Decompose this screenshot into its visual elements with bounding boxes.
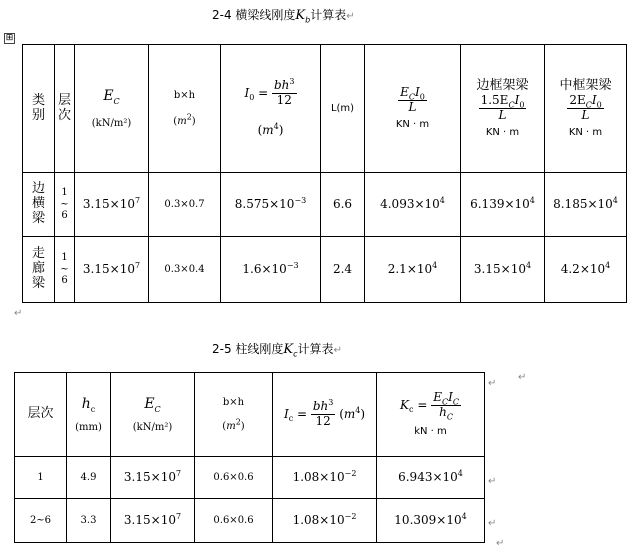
row-side-frame: $6.139\times 10^4$	[461, 173, 545, 237]
row-floor: 1	[15, 457, 67, 499]
table1-caption: 2-4 横梁线刚度$K_b$计算表↵	[212, 8, 355, 25]
row-end-mark: ↵	[488, 476, 497, 487]
header-side-frame: 边框架梁 $\frac{1.5E_CI_0}{L}$ KN · m	[461, 45, 545, 173]
row-ic: $1.08\times 10^{-2}$	[273, 499, 377, 543]
header-i0: $I_0$ = $\frac{bh^3}{12}$ $(m^4)$	[221, 45, 321, 173]
row-floor: 2~6	[15, 499, 67, 543]
beam-stiffness-table	[22, 44, 627, 303]
table-row	[15, 499, 485, 543]
row-ei: $2.1\times 10^4$	[365, 237, 461, 303]
table2-header-row	[15, 373, 485, 457]
row-hc: 4.9	[67, 457, 111, 499]
table-move-handle-icon[interactable]: ⊞	[5, 33, 14, 43]
header-length: L(m)	[321, 45, 365, 173]
row-bxh: 0.6×0.6	[195, 457, 273, 499]
paragraph-mark: ↵	[518, 372, 527, 383]
row-length: 6.6	[321, 173, 365, 237]
row-bxh: 0.3×0.4	[149, 237, 221, 303]
row-kc: $10.309\times 10^4$	[377, 499, 485, 543]
header-category: 类 别	[23, 45, 55, 173]
header-floor: 层次	[15, 373, 67, 457]
row-mid-frame: $4.2\times 10^4$	[545, 237, 627, 303]
row-kc: $6.943\times 10^4$	[377, 457, 485, 499]
table1-header-row	[23, 45, 627, 173]
row-category: 边 横 梁	[23, 173, 55, 237]
row-ec: $3.15\times 10^7$	[111, 499, 195, 543]
column-stiffness-table	[14, 372, 485, 543]
table-row	[23, 237, 627, 303]
row-hc: 3.3	[67, 499, 111, 543]
row-end-mark: ↵	[488, 518, 497, 529]
header-hc: $h_c$ (mm)	[67, 373, 111, 457]
row-end-mark: ↵	[488, 378, 497, 389]
row-ec: $3.15\times 10^7$	[75, 173, 149, 237]
row-i0: $1.6\times 10^{-3}$	[221, 237, 321, 303]
row-length: 2.4	[321, 237, 365, 303]
header-bxh: b×h $(m^2)$	[149, 45, 221, 173]
row-bxh: 0.3×0.7	[149, 173, 221, 237]
header-ei: $\frac{E_CI_0}{L}$ KN · m	[365, 45, 461, 173]
row-ec: $3.15\times 10^7$	[75, 237, 149, 303]
header-ic: $I_c$ = $\frac{bh^3}{12}$ $(m^4)$	[273, 373, 377, 457]
table-row	[15, 457, 485, 499]
paragraph-mark: ↵	[14, 308, 23, 319]
row-ec: $3.15\times 10^7$	[111, 457, 195, 499]
header-floor: 层 次	[55, 45, 75, 173]
row-bxh: 0.6×0.6	[195, 499, 273, 543]
row-floor: 1 ~ 6	[55, 173, 75, 237]
header-kc: $K_c$ = $\frac{E_CI_C}{h_C}$ kN · m	[377, 373, 485, 457]
header-mid-frame: 中框架梁 $\frac{2E_CI_0}{L}$ KN · m	[545, 45, 627, 173]
row-ei: $4.093\times 10^4$	[365, 173, 461, 237]
paragraph-mark: ↵	[496, 538, 505, 549]
header-bxh: b×h $(m^2)$	[195, 373, 273, 457]
row-category: 走 廊 梁	[23, 237, 55, 303]
row-floor: 1 ~ 6	[55, 237, 75, 303]
row-ic: $1.08\times 10^{-2}$	[273, 457, 377, 499]
header-ec: $E_C$ (kN/m²)	[75, 45, 149, 173]
row-side-frame: $3.15\times 10^4$	[461, 237, 545, 303]
header-ec: $E_C$ (kN/m²)	[111, 373, 195, 457]
row-i0: $8.575\times 10^{-3}$	[221, 173, 321, 237]
row-mid-frame: $8.185\times 10^4$	[545, 173, 627, 237]
table-row	[23, 173, 627, 237]
table2-caption: 2-5 柱线刚度$K_c$计算表↵	[212, 342, 342, 359]
